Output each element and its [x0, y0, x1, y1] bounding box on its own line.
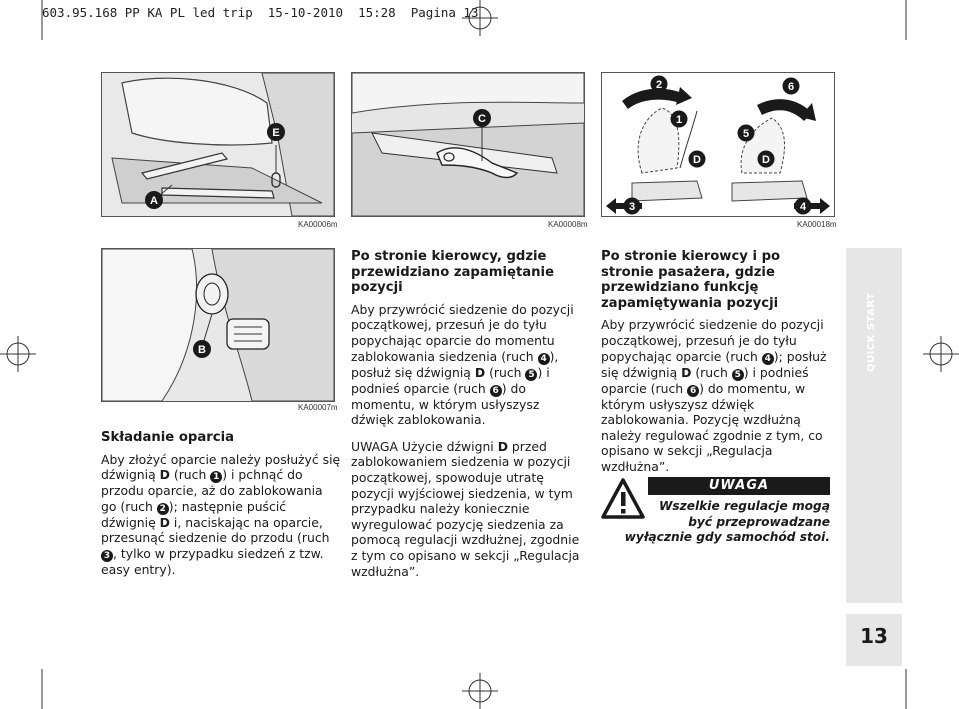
warning-text: Wszelkie regulacje mogą być przeprowadzane wyłącznie gdy samochód stoi.	[624, 499, 830, 545]
paragraph-driver-memory-1: Aby przywrócić siedzenie do pozycji początkowej, przesuń je do tyłu popychając oparcie do momentu zablokowania siedzenia (ruch 4 ), posłuż się dźwignią D (ruch 5 ) i podnieś oparcie (ruch 6 ) do momentu, w którym usłyszysz dźwięk zablokowania.	[351, 301, 574, 428]
step-badge-2: 2	[157, 503, 169, 515]
corner-mark-bottom-right	[904, 669, 928, 709]
figure-label-b: B	[198, 344, 206, 356]
warning-box	[601, 477, 830, 550]
warning-title: UWAGA	[648, 477, 830, 495]
crop-mark-top-center	[462, 0, 498, 36]
figure-label-d-left: D	[693, 154, 701, 166]
step-badge-4: 4	[538, 353, 550, 365]
paragraph-memory-function: Aby przywrócić siedzenie do pozycji początkowej, przesuń je do tyłu popychając oparcie (ruch 4 ); posłuż się dźwignią D (ruch 5 ) i podnieś oparcie (ruch 6 ) do momentu, w którym usłyszysz dźwięk zablokowania. Pozycję wzdłużną należy regulować zgodnie z tym, co opisano w sekcji „Regulacja wzdłużna”.	[601, 317, 827, 474]
step-badge-4b: 4	[762, 353, 774, 365]
page-number: 13	[860, 624, 888, 648]
figure-code-4: KA00007m	[298, 403, 338, 412]
crop-mark-right	[923, 336, 959, 372]
crop-mark-bottom-center	[462, 673, 498, 709]
figure-label-2: 2	[655, 79, 663, 91]
figure-label-1: 1	[675, 114, 683, 126]
section-title-folding-backrest: Składanie oparcia	[101, 430, 234, 445]
step-badge-6: 6	[490, 385, 502, 397]
figure-code-2: KA00008m	[548, 220, 588, 229]
print-header: 603.95.168 PP KA PL led trip 15-10-2010 15:28 Pagina 13	[42, 5, 479, 20]
figure-label-5: 5	[742, 128, 750, 140]
figure-seat-movement-diagram	[601, 72, 835, 217]
figure-label-a: A	[150, 195, 158, 207]
figure-label-c: C	[478, 113, 486, 125]
figure-code-3: KA00018m	[797, 220, 837, 229]
corner-mark-top-left	[20, 0, 44, 40]
figure-seat-knob-b	[101, 248, 335, 402]
figure-label-d-right: D	[762, 154, 770, 166]
paragraph-folding-backrest: Aby złożyć oparcie należy posłużyć się dźwignią D (ruch 1 ) i pchnąć do przodu oparcie, aż do zablokowania go (ruch 2 ); następnie puścić dźwignię D i, naciskając na oparcie, przesunąć siedzenie do przodu (ruch 3 , tylko w przypadku siedzeń z tzw. easy entry).	[101, 451, 341, 577]
corner-mark-bottom-left	[20, 669, 44, 709]
section-driver-memory	[351, 249, 585, 590]
figure-label-e: E	[272, 127, 280, 139]
step-badge-5: 5	[525, 369, 537, 381]
step-badge-5b: 5	[732, 369, 744, 381]
figure-seat-lever-e	[101, 72, 335, 217]
crop-mark-left	[0, 336, 36, 372]
figure-label-3: 3	[628, 201, 636, 213]
step-badge-3: 3	[101, 550, 113, 562]
section-title-driver-memory: Po stronie kierowcy, gdzie przewidziano zapamiętanie pozycji	[351, 249, 555, 296]
figure-seat-lever-c	[351, 72, 585, 217]
paragraph-driver-memory-2: UWAGA Użycie dźwigni D przed zablokowaniem siedzenia w pozycji początkowej, spowoduje utratę pozycji wyjściowej siedzenia, w tym przypadku należy koniecznie wyregulować pozycję siedzenia za pomocą regulacji wzdłużnej, zgodnie z tym co opisano w sekcji „Regulacja wzdłużna”.	[351, 438, 580, 579]
step-badge-1: 1	[210, 471, 222, 483]
section-memory-function	[601, 249, 833, 486]
corner-mark-top-right	[904, 0, 928, 40]
figure-code-1: KA00006m	[298, 220, 338, 229]
section-title-memory-function: Po stronie kierowcy i po stronie pasażera, gdzie przewidziano funkcję zapamiętywania pozycji	[601, 249, 781, 311]
section-folding-backrest	[101, 430, 341, 589]
side-label-quick-start: QUICK START	[866, 292, 877, 372]
figure-label-4: 4	[799, 201, 807, 213]
step-badge-6b: 6	[687, 385, 699, 397]
figure-label-6: 6	[787, 81, 795, 93]
